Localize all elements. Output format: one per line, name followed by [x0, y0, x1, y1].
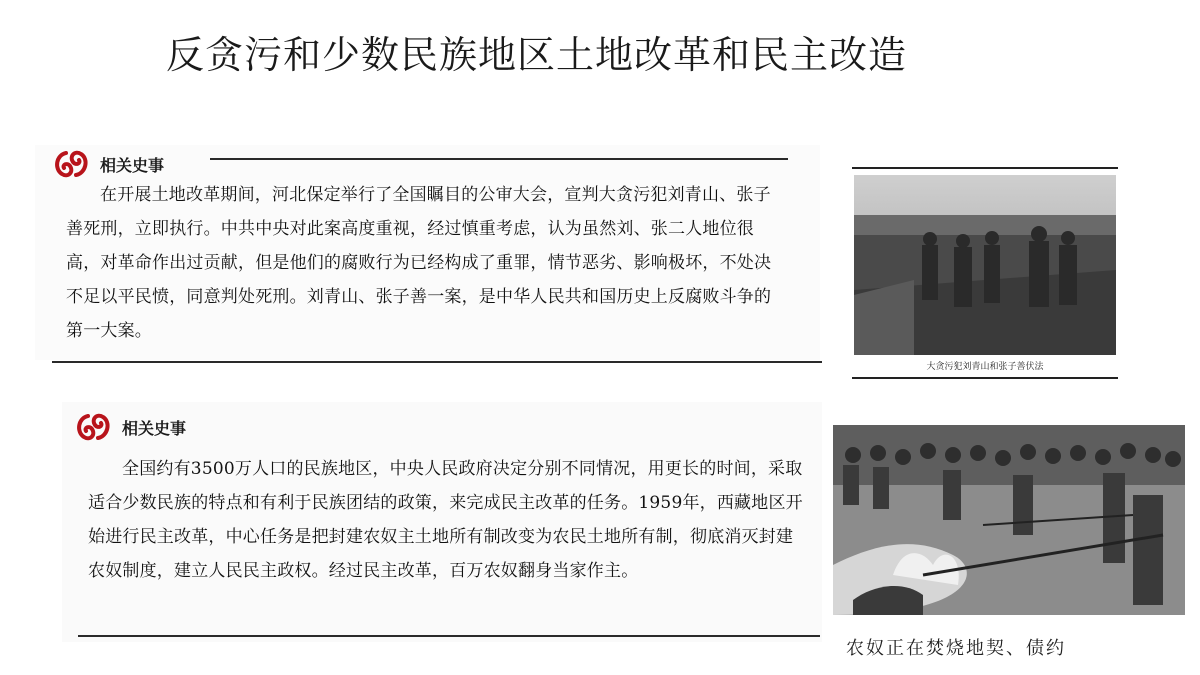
divider-line	[52, 361, 822, 363]
photo-caption-2: 农奴正在焚烧地契、债约	[846, 638, 1066, 659]
red-swirl-logo-icon	[74, 410, 114, 444]
section2-paragraph: 全国约有3500万人口的民族地区，中央人民政府决定分别不同情况，用更长的时间，采取适合少数民族的特点和有利于民族团结的政策，来完成民主改革的任务。1959年，西藏地区开始进行民主改革，中心任务是把封建农奴主土地所有制改变为农民土地所有制，彻底消灭封建农奴制度，建立人民民主政权。经过民主改革，百万农奴翻身当家作主。	[88, 459, 803, 581]
page-title: 反贪污和少数民族地区土地改革和民主改造	[166, 33, 908, 77]
section-header-2	[74, 410, 186, 444]
divider-line	[210, 158, 788, 160]
burning-deeds-photo	[833, 425, 1185, 615]
section-label: 相关史事	[122, 418, 187, 438]
section1-paragraph: 在开展土地改革期间，河北保定举行了全国瞩目的公审大会，宣判大贪污犯刘青山、张子善死刑，立即执行。中共中央对此案高度重视，经过慎重考虑，认为虽然刘、张二人地位很高，对革命作出过贡献，但是他们的腐败行为已经构成了重罪，情节恶劣、影响极坏，不处决不足以平民愤，同意判处死刑。刘青山、张子善一案，是中华人民共和国历史上反腐败斗争的第一大案。	[66, 185, 772, 341]
section-label: 相关史事	[100, 155, 165, 175]
section-header-1	[52, 147, 164, 181]
execution-photo	[854, 175, 1116, 355]
red-swirl-logo-icon	[52, 147, 92, 181]
photo-caption-1: 大贪污犯刘青山和张子善伏法	[926, 362, 1044, 372]
photo-frame-1	[852, 167, 1118, 379]
divider-line	[78, 635, 820, 637]
